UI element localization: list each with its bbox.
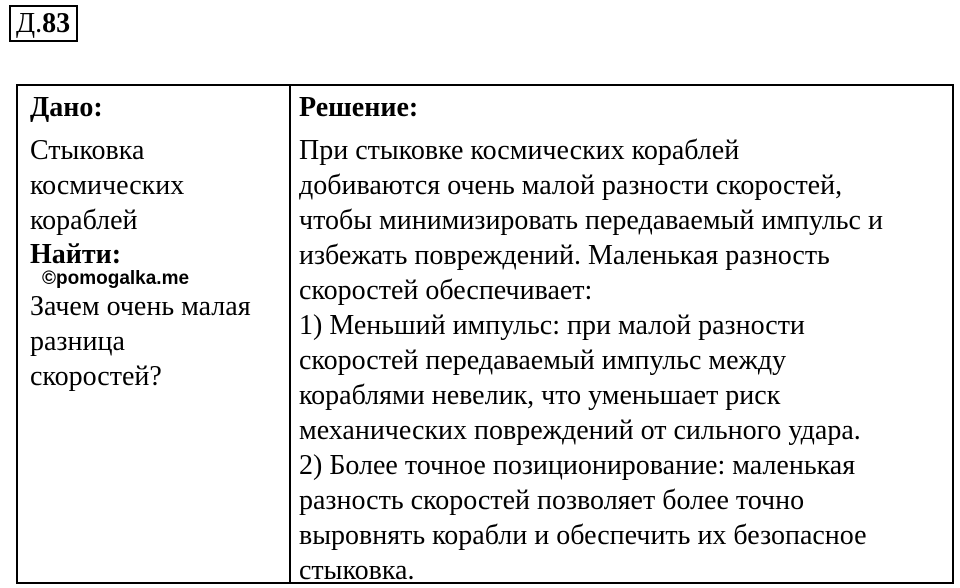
given-text [30,133,282,238]
solution-line: добиваются очень малой разности скоростей, [299,170,843,201]
solution-text [299,133,949,588]
solution-column [299,91,949,588]
given-line: Стыковка [30,135,145,166]
solution-line: 1) Меньший импульс: при малой разности [299,310,805,341]
solution-line: кораблями невелик, что уменьшает риск [299,380,781,411]
given-column [30,91,282,394]
problem-table [16,84,954,584]
solution-line: стыковка. [299,555,415,586]
find-text [30,289,282,394]
find-line: Зачем очень малая [30,291,251,322]
solution-line: чтобы минимизировать передаваемый импульс и [299,205,883,236]
solution-line: скоростей передаваемый импульс между [299,345,787,376]
given-line: кораблей [30,205,138,236]
find-line: скоростей? [30,361,162,392]
solution-line: разность скоростей позволяет более точно [299,485,805,516]
watermark: ©pomogalka.me [42,268,190,289]
solution-line: выровнять корабли и обеспечить их безопасное [299,520,867,551]
problem-number-box [9,5,78,42]
solution-line: При стыковке космических кораблей [299,135,740,166]
problem-prefix: Д. [16,8,43,39]
solution-line: механических повреждений от сильного удара. [299,415,861,446]
solution-heading: Решение: [299,92,419,123]
column-divider [289,86,291,582]
given-line: космических [30,170,185,201]
solution-line: 2) Более точное позиционирование: маленькая [299,450,856,481]
find-heading: Найти: [30,239,122,270]
given-heading: Дано: [30,92,103,123]
problem-number: 83 [42,8,71,39]
find-line: разница [30,326,125,357]
solution-line: избежать повреждений. Маленькая разность [299,240,830,271]
solution-line: скоростей обеспечивает: [299,275,593,306]
